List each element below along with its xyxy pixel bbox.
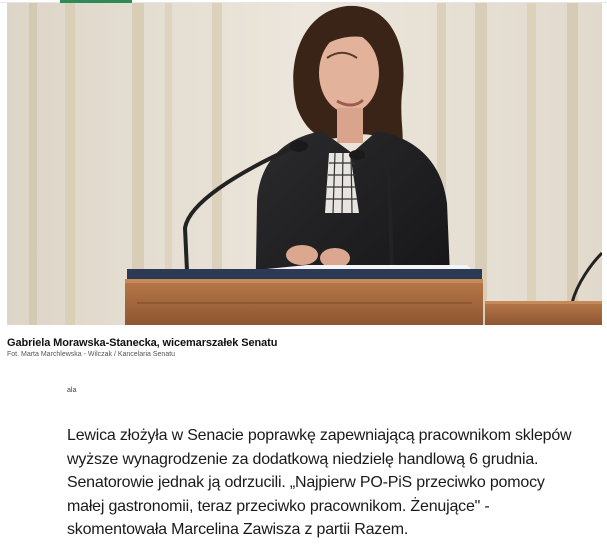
- lead-line: Senatorowie jednak ją odrzucili. „Najpierw PO-PiS przeciwko pomocy: [67, 474, 545, 491]
- article-lead: [67, 424, 572, 542]
- lead-line: wyższe wynagrodzenie za dodatkową niedzielę handlową 6 grudnia.: [67, 450, 539, 468]
- lead-line: Lewica złożyła w Senacie poprawkę zapewniającą pracownikom sklepów: [67, 427, 572, 444]
- photo-credit: Fot. Marta Marchlewska - Wilczak / Kancelaria Senatu: [7, 351, 176, 358]
- lead-line: skomentowała Marcelina Zawisza z partii Razem.: [67, 521, 409, 538]
- article-photo: [7, 3, 602, 325]
- author-tag: ala: [67, 387, 77, 394]
- lead-line: małej gastronomii, teraz przeciwko pracownikom. Żenujące" -: [67, 497, 490, 515]
- photo-caption: Gabriela Morawska-Stanecka, wicemarszałek Senatu: [7, 337, 278, 349]
- photo-illustration: [7, 3, 602, 325]
